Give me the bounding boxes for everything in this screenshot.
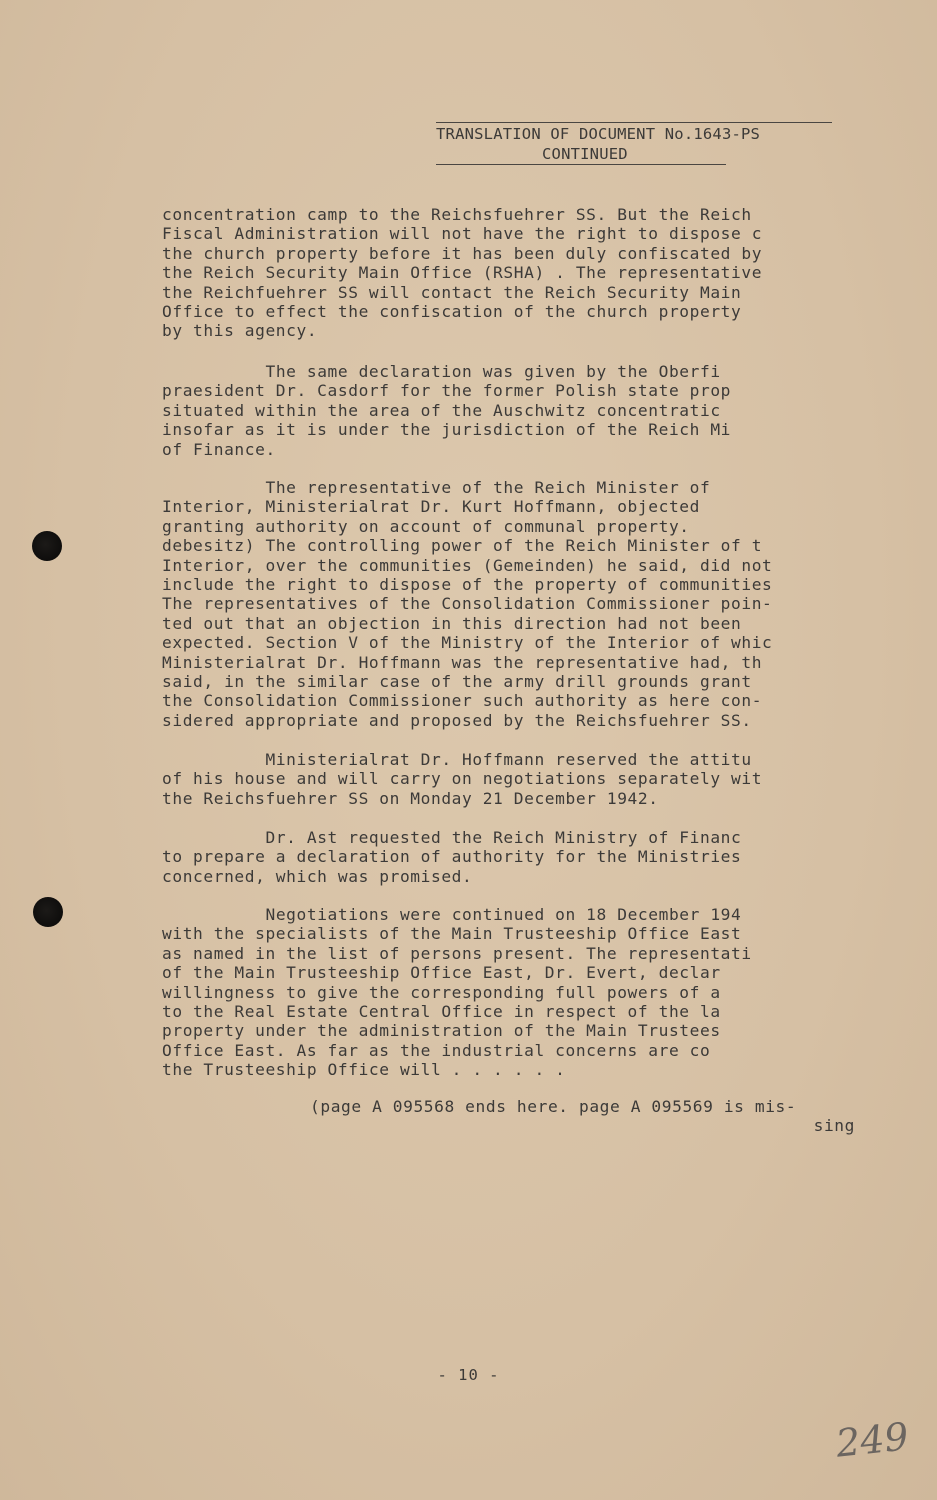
header-subtitle: CONTINUED [436, 144, 726, 165]
paragraph: The same declaration was given by the Oberfi praesident Dr. Casdorf for the former Polish state prop situated within the area of the Auschwitz concentratic insofar as it is under the jurisdiction of the Reich Mi of Finance. [162, 362, 732, 459]
header-title: TRANSLATION OF DOCUMENT No.1643-PS [436, 122, 832, 144]
missing-page-note [310, 1097, 855, 1136]
paragraph: The representative of the Reich Minister of Interior, Ministerialrat Dr. Kurt Hoffmann, objected granting authority on account of communal property. debesitz) The controlling power of the Reich Minister of t Interior, over the communities (Gemeinden) he said, did not include the right to dispose of the property of communities The representatives of the Consolidation Commissioner poin- ted out that an objection in this direction had not been expected. Section V of the Ministry of the Interior of whic Ministerialrat Dr. Hoffmann was the representative had, th said, in the similar case of the army drill grounds grant the Consolidation Commissioner such authority as here con- sidered appropriate and proposed by the Reichsfuehrer SS. [162, 478, 773, 730]
punch-hole-top [32, 531, 62, 561]
handwritten-page-stamp: 249 [833, 1414, 911, 1466]
paragraph: Dr. Ast requested the Reich Ministry of Financ to prepare a declaration of authority for the Ministries concerned, which was promised. [162, 828, 742, 886]
paragraph: Ministerialrat Dr. Hoffmann reserved the attitu of his house and will carry on negotiations separately wit the Reichsfuehrer SS on Monday 21 December 1942. [162, 750, 763, 808]
page-number: - 10 - [437, 1366, 500, 1384]
note-line: (page A 095568 ends here. page A 095569 is mis- [310, 1097, 797, 1116]
punch-hole-bottom [33, 897, 63, 927]
note-line-continued: sing [813, 1116, 855, 1136]
paragraph: Negotiations were continued on 18 December 194 with the specialists of the Main Trusteeship Office East as named in the list of persons present. The representati of the Main Trusteeship Office East, Dr. Evert, declar willingness to give the corresponding full powers of a to the Real Estate Central Office in respect of the la property under the administration of the Main Trustees Office East. As far as the industrial concerns are co the Trusteeship Office will . . . . . . [162, 905, 752, 1080]
document-header [436, 122, 832, 165]
paragraph: concentration camp to the Reichsfuehrer SS. But the Reich Fiscal Administration will not have the right to dispose c the church property before it has been duly confiscated by the Reich Security Main Office (RSHA) . The representative the Reichfuehrer SS will contact the Reich Security Main Office to effect the confiscation of the church property by this agency. [162, 205, 763, 341]
